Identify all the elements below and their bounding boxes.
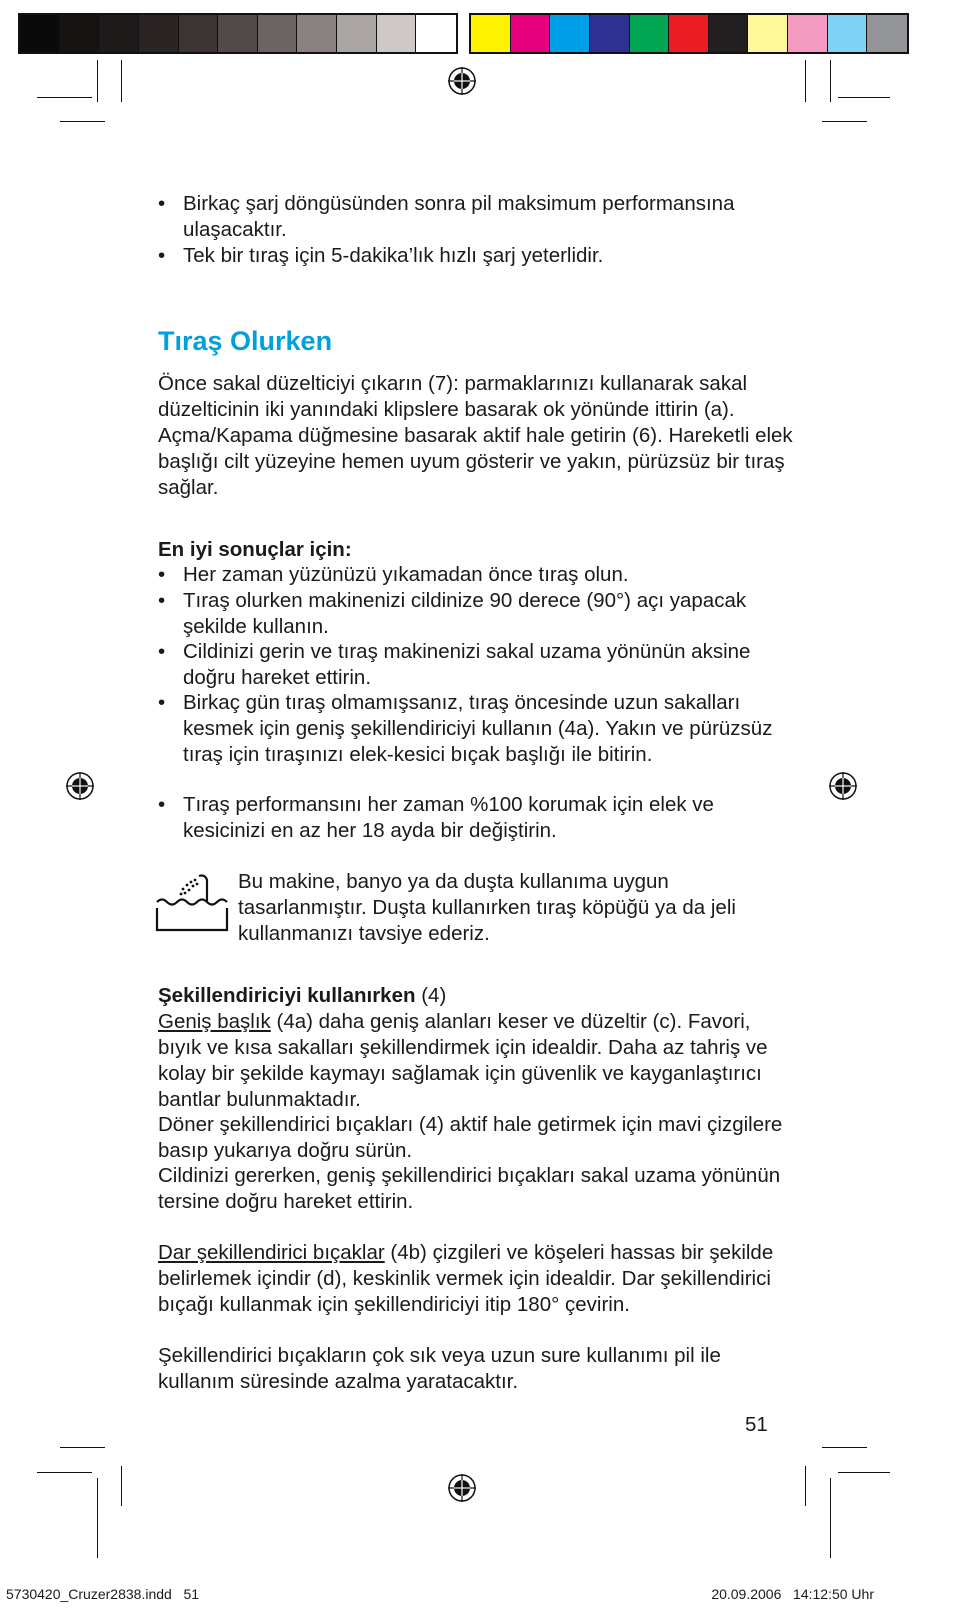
color-swatch (377, 15, 417, 52)
styler-paragraph: Cildinizi gererken, geniş şekillendirici bıçakları sakal uzama yönünün tersine doğru hareket ettirin. (158, 1164, 781, 1213)
narrow-blades-text: (4b) çizgileri ve köşeleri hassas bir şekilde belirlemek içindir (d), keskinlik vermek için idealdir. Dar şekillendirici bıçağı kullanmak için şekillendiriciyi itip 180° çevirin. (158, 1241, 774, 1316)
crop-mark (805, 1466, 806, 1506)
list-item: • Birkaç şarj döngüsünden sonra pil maksimum performansına ulaşacaktır. (158, 191, 798, 243)
color-swatch (511, 15, 551, 52)
styler-title-line (158, 983, 798, 1009)
color-swatch (337, 15, 377, 52)
color-swatch (550, 15, 590, 52)
crop-mark (97, 1478, 98, 1558)
page-number: 51 (745, 1413, 768, 1436)
color-swatch (788, 15, 828, 52)
footer-file-info: 5730420_Cruzer2838.indd 51 (6, 1586, 200, 1602)
color-swatch (60, 15, 100, 52)
crop-mark (830, 1478, 831, 1558)
crop-mark (805, 60, 806, 102)
crop-mark (60, 1447, 105, 1448)
crop-mark (121, 1466, 122, 1506)
registration-mark-icon (828, 771, 858, 801)
styler-title-suffix: (4) (415, 984, 447, 1007)
color-swatch (218, 15, 258, 52)
color-swatch (258, 15, 298, 52)
color-swatch (139, 15, 179, 52)
list-item: • Her zaman yüzünüzü yıkamadan önce tıraş olun. (158, 562, 798, 588)
intro-paragraph: Önce sakal düzelticiyi çıkarın (7): parmaklarınızı kullanarak sakal düzelticinin iki yanındaki klipslere basarak ok yönünde ittirin (a). Açma/Kapama düğmesine basarak aktif hale getirin (6). Hareketli elek başlığı cilt yüzeyine hemen uyum gösterir ve yakın, pürüzsüz bir tıraş sağlar. (158, 372, 793, 499)
color-swatch (867, 15, 907, 52)
color-swatch (20, 15, 60, 52)
list-item: • Birkaç gün tıraş olmamışsanız, tıraş öncesinde uzun sakalları kesmek için geniş şekillendiriciyi kullanın (4a). Yakın ve pürüzsüz tıraş için tıraşınızı elek-kesici bıçak başlığı ile bitirin. (158, 690, 798, 768)
best-results-title: En iyi sonuçlar için: (158, 538, 352, 561)
color-swatch (590, 15, 630, 52)
crop-mark (37, 1472, 92, 1473)
gray-calibration-bar (18, 13, 458, 54)
narrow-blades-paragraph (158, 1240, 798, 1318)
footer-timestamp: 20.09.2006 14:12:50 Uhr (711, 1586, 874, 1602)
color-swatch (179, 15, 219, 52)
color-swatch (630, 15, 670, 52)
styler-title: Şekillendiriciyi kullanırken (158, 984, 416, 1007)
crop-mark (121, 60, 122, 102)
crop-mark (60, 121, 105, 122)
list-item: • Tek bir tıraş için 5-dakika’lık hızlı şarj yeterlidir. (158, 243, 798, 269)
registration-mark-icon (447, 1473, 477, 1503)
wide-head-paragraph (158, 1009, 798, 1113)
list-item: • Tıraş performansını her zaman %100 korumak için elek ve kesicinizi en az her 18 ayda bir değiştirin. (158, 792, 798, 844)
styler-paragraph: Döner şekillendirici bıçakları (4) aktif hale getirmek için mavi çizgilere basıp yukarıya doğru sürün. (158, 1113, 783, 1162)
shower-bath-icon (155, 872, 229, 934)
crop-mark (838, 97, 890, 98)
color-swatch (669, 15, 709, 52)
color-swatch (709, 15, 749, 52)
color-swatch (297, 15, 337, 52)
shower-note: Bu makine, banyo ya da duşta kullanıma uygun tasarlanmıştır. Duşta kullanırken tıraş köpüğü ya da jeli kullanmanızı tavsiye ederiz. (238, 870, 736, 945)
color-swatch (416, 15, 456, 52)
narrow-blades-link: Dar şekillendirici bıçaklar (158, 1241, 385, 1264)
section-heading: Tıraş Olurken (158, 326, 333, 356)
registration-mark-icon (447, 66, 477, 96)
wide-head-link: Geniş başlık (158, 1010, 271, 1033)
color-swatch (748, 15, 788, 52)
color-swatch (99, 15, 139, 52)
color-calibration-bar (469, 13, 909, 54)
registration-mark-icon (65, 771, 95, 801)
color-swatch (828, 15, 868, 52)
list-item: • Cildinizi gerin ve tıraş makinenizi sakal uzama yönünün aksine doğru hareket ettirin. (158, 639, 798, 691)
list-item: • Tıraş olurken makinenizi cildinize 90 derece (90°) açı yapacak şekilde kullanın. (158, 588, 798, 640)
crop-mark (37, 97, 92, 98)
color-swatch (471, 15, 511, 52)
crop-mark (838, 1472, 890, 1473)
styler-paragraph: Şekillendirici bıçakların çok sık veya uzun sure kullanımı pil ile kullanım süresinde azalma yaratacaktır. (158, 1344, 721, 1393)
crop-mark (830, 60, 831, 102)
crop-mark (97, 60, 98, 102)
wide-head-text: (4a) daha geniş alanları keser ve düzeltir (c). Favori, bıyık ve kısa sakalları şekillendirmek için idealdir. Daha az tahriş ve kolay bir şekilde kaymayı sağlamak için güvenlik ve kayganlaştırıcı bantlar bulunmaktadır. (158, 1010, 768, 1111)
crop-mark (822, 121, 867, 122)
crop-mark (822, 1447, 867, 1448)
